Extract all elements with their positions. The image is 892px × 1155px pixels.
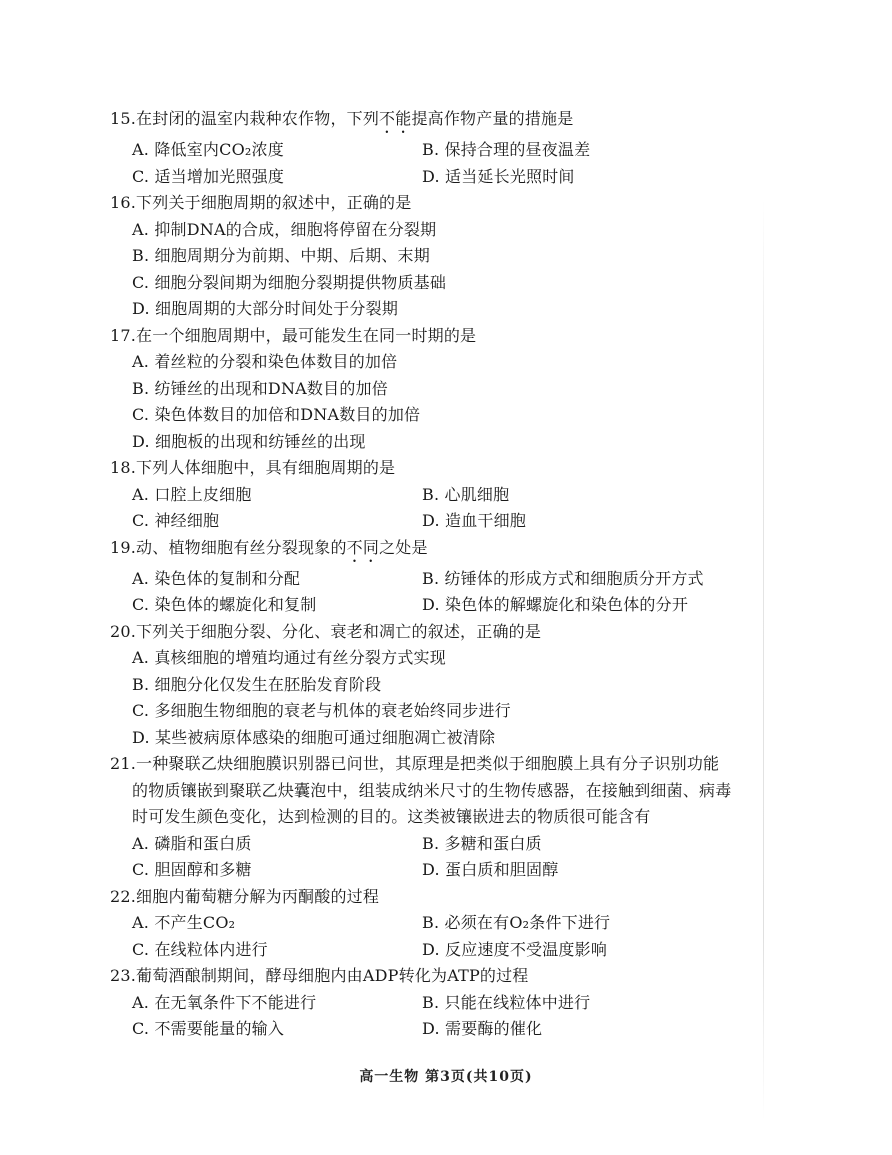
option-a: A. 磷脂和蛋白质 <box>132 833 252 853</box>
stem-text: 19.动、植物细胞有丝分裂现象的 <box>110 537 347 557</box>
option-d: D. 反应速度不受温度影响 <box>422 939 608 959</box>
question-17 <box>110 323 730 456</box>
options <box>110 645 730 751</box>
scan-edge <box>763 200 764 1120</box>
question-15 <box>110 106 730 190</box>
option-d: D. 蛋白质和胆固醇 <box>422 860 559 879</box>
option-b: B. 保持合理的昼夜温差 <box>422 140 591 159</box>
stem-text: 之处是 <box>379 537 428 557</box>
option-a: A. 着丝粒的分裂和染色体数目的加倍 <box>132 352 398 371</box>
options <box>110 910 730 963</box>
question-16 <box>110 190 730 323</box>
option-d: D. 某些被病原体感染的细胞可通过细胞凋亡被清除 <box>132 727 496 747</box>
option-b: B. 只能在线粒体中进行 <box>422 992 591 1012</box>
option-b: B. 细胞分化仅发生在胚胎发育阶段 <box>132 674 382 694</box>
option-c: C. 染色体的螺旋化和复制 <box>132 595 317 614</box>
option-d: D. 适当延长光照时间 <box>422 166 575 186</box>
question-20 <box>110 619 730 752</box>
question-stem: 23.葡萄酒酿制期间，酵母细胞内由ADP转化为ATP的过程 <box>110 966 529 985</box>
option-b: B. 心肌细胞 <box>422 484 510 504</box>
option-c: C. 多细胞生物细胞的衰老与机体的衰老始终同步进行 <box>132 701 511 720</box>
option-a: A. 不产生CO₂ <box>132 913 236 932</box>
option-b: B. 必须在有O₂条件下进行 <box>422 913 611 932</box>
page-footer: 高一生物 第3页(共10页) <box>359 1069 533 1085</box>
option-c: C. 不需要能量的输入 <box>132 1019 285 1038</box>
options <box>110 990 730 1043</box>
question-18 <box>110 455 730 535</box>
options <box>110 137 730 190</box>
question-stem: 20.下列关于细胞分裂、分化、衰老和凋亡的叙述，正确的是 <box>110 621 542 641</box>
emphasis-text: 不同 <box>346 537 380 557</box>
option-a: A. 抑制DNA的合成，细胞将停留在分裂期 <box>132 219 437 239</box>
question-21 <box>110 751 730 884</box>
question-stem: 16.下列关于细胞周期的叙述中，正确的是 <box>110 193 412 212</box>
question-stem <box>110 106 730 137</box>
option-a: A. 口腔上皮细胞 <box>132 484 252 504</box>
option-a: A. 真核细胞的增殖均通过有丝分裂方式实现 <box>132 648 446 667</box>
option-c: C. 在线粒体内进行 <box>132 939 268 959</box>
options <box>110 482 730 535</box>
option-c: C. 细胞分裂间期为细胞分裂期提供物质基础 <box>132 272 447 292</box>
option-d: D. 细胞周期的大部分时间处于分裂期 <box>132 299 399 318</box>
options <box>110 217 730 323</box>
question-23 <box>110 963 730 1043</box>
option-c: C. 适当增加光照强度 <box>132 166 285 186</box>
option-a: A. 染色体的复制和分配 <box>132 568 301 588</box>
stem-text: 提高作物产量的措施是 <box>411 109 574 128</box>
option-a: A. 在无氧条件下不能进行 <box>132 992 317 1012</box>
option-b: B. 纺锤丝的出现和DNA数目的加倍 <box>132 378 388 398</box>
emphasis-text: 不能 <box>379 109 412 128</box>
options <box>110 566 730 619</box>
option-c: C. 神经细胞 <box>132 511 220 530</box>
question-stem-line: 的物质镶嵌到聚联乙炔囊泡中，组装成纳米尺寸的生物传感器，在接触到细菌、病毒 <box>132 780 732 800</box>
question-stem: 22.细胞内葡萄糖分解为丙酮酸的过程 <box>110 886 380 906</box>
stem-text: 15.在封闭的温室内栽种农作物，下列 <box>110 109 380 128</box>
option-d: D. 造血干细胞 <box>422 511 527 530</box>
question-stem-line: 21.一种聚联乙炔细胞膜识别器已问世，其原理是把类似于细胞膜上具有分子识别功能 <box>110 754 720 773</box>
question-stem: 18.下列人体细胞中，具有细胞周期的是 <box>110 458 396 477</box>
option-b: B. 纺锤体的形成方式和细胞质分开方式 <box>422 568 704 588</box>
options <box>110 831 730 884</box>
option-d: D. 染色体的解螺旋化和染色体的分开 <box>422 595 689 614</box>
question-stem-line: 时可发生颜色变化，达到检测的目的。这类被镶嵌进去的物质很可能含有 <box>132 807 651 826</box>
option-c: C. 胆固醇和多糖 <box>132 860 252 879</box>
option-d: D. 细胞板的出现和纺锤丝的出现 <box>132 431 366 451</box>
option-a: A. 降低室内CO₂浓度 <box>132 140 284 159</box>
option-c: C. 染色体数目的加倍和DNA数目的加倍 <box>132 405 421 424</box>
options <box>110 349 730 455</box>
question-stem <box>110 535 730 566</box>
option-b: B. 多糖和蛋白质 <box>422 833 542 853</box>
question-19 <box>110 535 730 619</box>
option-d: D. 需要酶的催化 <box>422 1019 543 1038</box>
option-b: B. 细胞周期分为前期、中期、后期、末期 <box>132 246 430 265</box>
question-list <box>110 106 730 1043</box>
question-22 <box>110 884 730 964</box>
question-stem: 17.在一个细胞周期中，最可能发生在同一时期的是 <box>110 325 477 345</box>
